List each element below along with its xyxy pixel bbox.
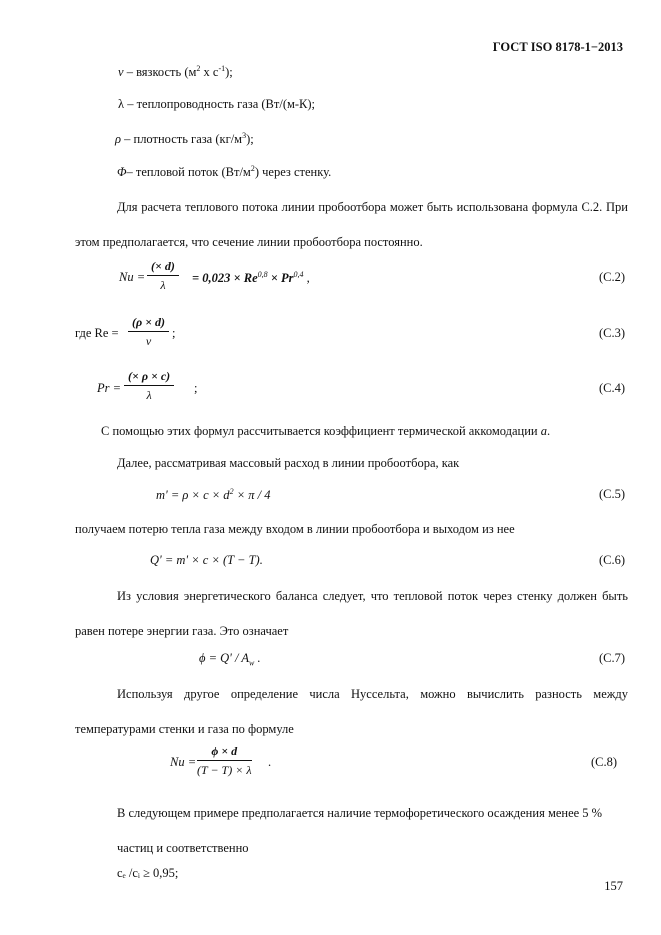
eq4-fraction bbox=[124, 369, 174, 403]
eq2-rhs: = 0,023 × Re$^{0,8}$ × Pr$^{0,4}$ , bbox=[192, 270, 310, 286]
def-heatflux: Φ– тепловой поток $(Вт/м^2)$ через стенку. bbox=[117, 164, 332, 180]
eq8-numerator: ϕ × d bbox=[197, 744, 252, 761]
eq6-number: (С.6) bbox=[598, 553, 625, 567]
def-viscosity: ν – вязкость ($м^2$ х $с^{-1}$); bbox=[118, 64, 233, 80]
eq6: Q' = m' × c × (T − T). bbox=[150, 553, 263, 567]
eq2-lhs: Nu = bbox=[119, 270, 146, 284]
eq8-number: (С.8) bbox=[590, 755, 617, 769]
eq8-denominator: (T − T) × λ bbox=[197, 763, 252, 777]
eq3-numerator: (ρ × d) bbox=[128, 315, 169, 332]
paragraph-5: Из условия энергетического баланса следует, что тепловой поток через стенку должен быть равен потере энергии газа. Это означает bbox=[75, 589, 628, 638]
ratio-condition: cₑ /cᵢ ≥ 0,95; bbox=[117, 866, 179, 880]
paragraph-7: В следующем примере предполагается наличие термофоретического осаждения менее 5 % частиц и соответственно bbox=[117, 806, 603, 855]
eq5: $m' = \rho \times c \times d^2 \times \pi / 4$ bbox=[156, 487, 271, 503]
eq3-denominator: ν bbox=[145, 334, 152, 348]
page-number: 157 bbox=[604, 879, 623, 893]
paragraph-6: Используя другое определение числа Нуссельта, можно вычислить разность между температурами стенки и газа по формуле bbox=[75, 687, 628, 736]
paragraph-3: Далее, рассматривая массовый расход в линии пробоотбора, как bbox=[117, 456, 460, 470]
eq4-lhs: Pr = bbox=[97, 381, 122, 395]
eq4-denominator: λ bbox=[146, 388, 152, 402]
eq2-number: (С.2) bbox=[598, 270, 625, 284]
eq4-number: (С.4) bbox=[598, 381, 625, 395]
eq3-fraction bbox=[128, 315, 169, 349]
def-conductivity: λ – теплопроводность газа (Вт/(м-К); bbox=[118, 97, 316, 111]
eq2-numerator: (× d) bbox=[147, 259, 179, 276]
paragraph-4: получаем потерю тепла газа между входом в линии пробоотбора и выходом из нее bbox=[75, 522, 515, 536]
eq4-end: ; bbox=[194, 381, 198, 395]
eq8-fraction bbox=[197, 744, 252, 778]
eq7: $\phi = Q' / A_w$ . bbox=[199, 651, 261, 668]
eq7-number: (С.7) bbox=[598, 651, 625, 665]
eq8-end: . bbox=[268, 755, 272, 769]
eq3-end: ; bbox=[172, 326, 176, 340]
eq2-fraction bbox=[147, 259, 179, 293]
eq3-number: (С.3) bbox=[598, 326, 625, 340]
eq2-denominator: λ bbox=[160, 278, 166, 292]
paragraph-2: С помощью этих формул рассчитывается коэффициент термической аккомодации a. bbox=[101, 424, 551, 438]
paragraph-1: Для расчета теплового потока линии пробоотбора может быть использована формула С.2. При этом предполагается, что сечение линии пробоотбора постоянно. bbox=[75, 200, 628, 249]
document-header: ГОСТ ISO 8178-1−2013 bbox=[492, 40, 623, 54]
eq5-number: (С.5) bbox=[598, 487, 625, 501]
eq8-lhs: Nu = bbox=[170, 755, 197, 769]
eq4-numerator: (× ρ × c) bbox=[124, 369, 174, 386]
eq3-prefix: где Re = bbox=[75, 326, 119, 340]
def-density: ρ – плотность газа $(кг/м^3)$; bbox=[115, 131, 254, 147]
